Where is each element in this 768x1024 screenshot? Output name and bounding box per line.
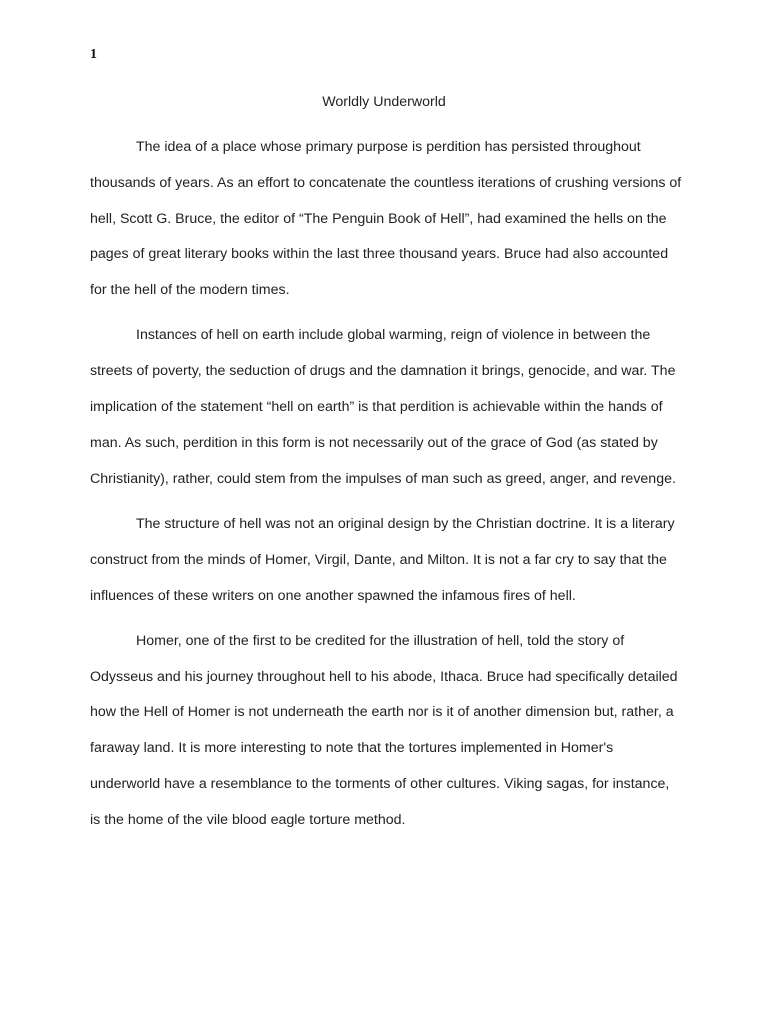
page-number: 1 — [90, 47, 97, 62]
paragraph: The structure of hell was not an original design by the Christian doctrine. It is a literary construct from the minds of Homer, Virgil, Dante, and Milton. It is not a far cry to say that the influences of these writers on one another spawned the infamous fires of hell. — [90, 515, 675, 604]
document-title: Worldly Underworld — [322, 94, 446, 110]
paragraph: The idea of a place whose primary purpose is perdition has persisted throughout thousands of years. As an effort to concatenate the countless iterations of crushing versions of hell, Scott G. Bruce, the editor of “The Penguin Book of Hell”, had examined the hells on the pages of great literary books within the last three thousand years. Bruce had also accounted for the hell of the modern times. — [90, 139, 682, 299]
paragraph: Instances of hell on earth include global warming, reign of violence in between the streets of poverty, the seduction of drugs and the damnation it brings, genocide, and war. The implication of the statement “hell on earth” is that perdition is achievable within the hands of man. As such, perdition in this form is not necessarily out of the grace of God (as stated by Christianity), rather, could stem from the impulses of man such as greed, anger, and revenge. — [90, 327, 676, 487]
paragraph: Homer, one of the first to be credited for the illustration of hell, told the story of Odysseus and his journey throughout hell to his abode, Ithaca. Bruce had specifically detailed how the Hell of Homer is not underneath the earth nor is it of another dimension but, rather, a faraway land. It is more interesting to note that the tortures implemented in Homer's underworld have a resemblance to the torments of other cultures. Viking sagas, for instance, is the home of the vile blood eagle torture method. — [90, 632, 678, 828]
document-body — [90, 130, 682, 848]
